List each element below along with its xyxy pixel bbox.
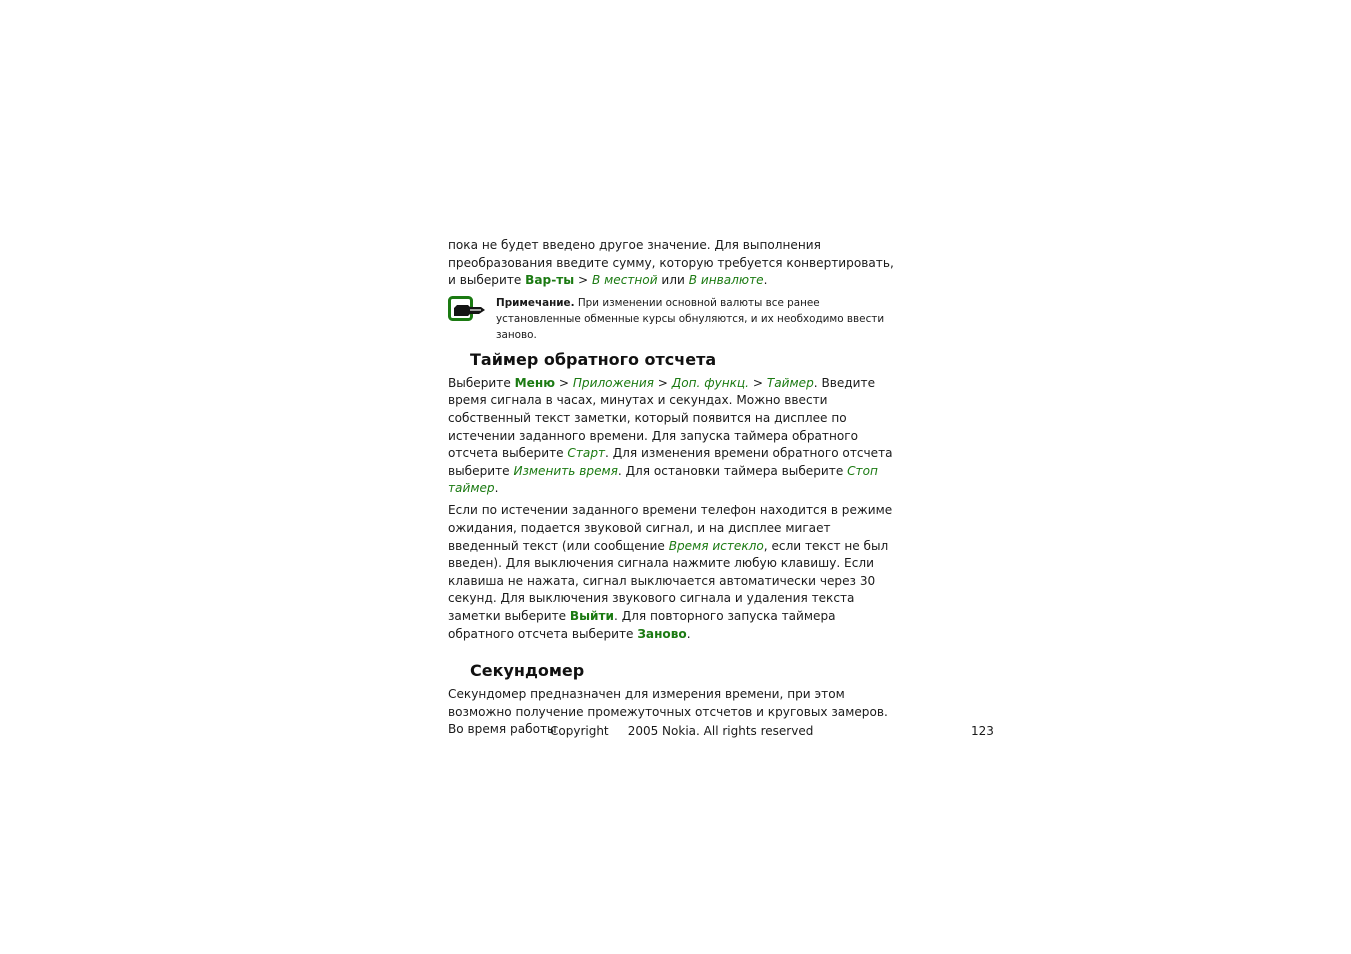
note-text: [496, 295, 902, 343]
separator: >: [653, 375, 672, 390]
option-foreign: В инвалюте: [688, 273, 764, 288]
intro-text: или: [657, 273, 689, 288]
change-time-option: Изменить время: [513, 463, 618, 478]
text: . Для повторного запуска таймера обратного отсчета выберите: [448, 609, 836, 641]
menu-command: Меню: [514, 375, 555, 390]
timer-option: Таймер: [766, 375, 814, 390]
intro-text: .: [763, 273, 768, 288]
extras-option: Доп. функц.: [671, 375, 750, 390]
page-number: 123: [971, 724, 994, 738]
note-block: [448, 295, 902, 341]
text: , если текст не был введен). Для выключения сигнала нажмите любую клавишу. Если клавиша не нажата, сигнал выключается автоматически через 30 секунд. Для выключения звукового сигнала и удаления текста заметки выберите: [448, 538, 889, 623]
text: . Для изменения времени обратного отсчета выберите: [448, 446, 893, 478]
intro-paragraph: [448, 237, 902, 290]
note-hand-icon: [448, 296, 486, 324]
separator: >: [554, 375, 573, 390]
separator: >: [574, 273, 592, 288]
option-local: В местной: [592, 273, 658, 288]
stopwatch-heading: Секундомер: [470, 661, 585, 681]
stopwatch-paragraph: Секундомер предназначен для измерения времени, при этом возможно получение промежуточных отсчетов и круговых замеров. Во время работы: [448, 687, 888, 737]
apps-option: Приложения: [572, 375, 654, 390]
timer-paragraph-1: [448, 375, 902, 498]
footer-copyright: Copyright 2005 Nokia. All rights reserved: [550, 724, 814, 738]
text: Выберите: [448, 375, 515, 390]
timer-paragraph-2: [448, 502, 902, 643]
text: .: [686, 626, 691, 641]
exit-command: Выйти: [569, 609, 615, 623]
text: Если по истечении заданного времени телефон находится в режиме ожидания, подается звуковой сигнал, и на дисплее мигает введенный текст (или сообщение: [448, 503, 893, 553]
page-content: [448, 237, 902, 739]
text: . Введите время сигнала в часах, минутах и секундах. Можно ввести собственный текст заметки, который появится на дисплее по истечении заданного времени. Для запуска таймера обратного отсчета выберите: [448, 375, 876, 461]
note-body: При изменении основной валюты все ранее установленные обменные курсы обнуляются, и их необходимо ввести заново.: [496, 296, 885, 341]
command-options: Вар-ты: [525, 273, 575, 288]
time-expired-message: Время истекло: [668, 538, 764, 553]
stop-timer-option: Стоп таймер: [448, 463, 878, 496]
timer-heading: Таймер обратного отсчета: [470, 349, 717, 369]
separator: >: [749, 375, 767, 390]
text: .: [494, 481, 499, 496]
note-label: Примечание.: [496, 296, 575, 309]
intro-text: пока не будет введено другое значение. Для выполнения преобразования введите сумму, которую требуется конвертировать, и выберите: [448, 238, 894, 288]
text: . Для остановки таймера выберите: [617, 463, 848, 478]
again-command: Заново: [637, 626, 687, 641]
start-option: Старт: [567, 446, 606, 461]
